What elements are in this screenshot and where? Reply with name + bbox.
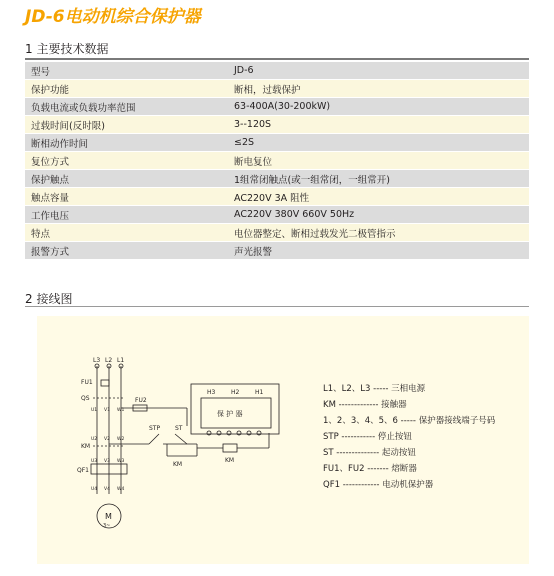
legend-item: STP ----------- 停止按钮 (323, 432, 412, 442)
spec-value: JD-6 (228, 62, 529, 80)
spec-value: AC220V 3A 阻性 (228, 188, 529, 206)
terminal-u4: U4 (91, 487, 98, 492)
qf1-label: QF1 (77, 467, 89, 474)
device-label: 保 护 器 (217, 410, 243, 418)
fu2-label: FU2 (135, 397, 147, 404)
spec-key: 特点 (25, 224, 228, 242)
terminal-w3: W3 (117, 459, 125, 464)
spec-row (25, 152, 529, 170)
spec-value: 断相，过载保护 (228, 80, 529, 98)
spec-value: 63-400A(30-200kW) (228, 98, 529, 116)
spec-row (25, 134, 529, 152)
spec-key: 保护功能 (25, 80, 228, 98)
spec-row (25, 62, 529, 80)
terminal-u2: U2 (91, 437, 98, 442)
spec-key: 保护触点 (25, 170, 228, 188)
spec-key: 型号 (25, 62, 228, 80)
spec-key: 报警方式 (25, 242, 228, 260)
spec-value: 3--120S (228, 116, 529, 134)
spec-row (25, 116, 529, 134)
phase-label: L1 (117, 357, 125, 364)
terminal-v1: V1 (104, 408, 110, 413)
terminal-w1: W1 (117, 408, 125, 413)
spec-row (25, 170, 529, 188)
km-coil (223, 444, 237, 452)
spec-value: 1组常闭触点(或一组常闭，一组常开) (228, 170, 529, 188)
motor-sub-label: 3~ (103, 523, 111, 529)
spec-key: 工作电压 (25, 206, 228, 224)
legend (323, 381, 495, 493)
legend-item: ST -------------- 起动按钮 (323, 448, 416, 458)
spec-row (25, 80, 529, 98)
legend-item: L1、L2、L3 ----- 三相电源 (323, 384, 426, 394)
st-label: ST (175, 425, 183, 432)
spec-row (25, 224, 529, 242)
terminal-v3: V3 (104, 459, 110, 464)
km-label: KM (81, 443, 91, 450)
legend-item: KM ------------- 接触器 (323, 400, 407, 410)
section-heading-specs: 1 主要技术数据 (25, 42, 109, 56)
page-title: JD-6电动机综合保护器 (25, 7, 201, 27)
terminal-w4: W4 (117, 487, 125, 492)
spec-value: 声光报警 (228, 242, 529, 260)
spec-value: ≤2S (228, 134, 529, 152)
spec-table (25, 62, 529, 260)
spec-key: 过载时间(反时限) (25, 116, 228, 134)
spec-value: 电位器整定、断相过载发光二极管指示 (228, 224, 529, 242)
spec-key: 断相动作时间 (25, 134, 228, 152)
section-divider (25, 58, 529, 60)
motor-label: M (105, 512, 112, 521)
section-divider (25, 306, 529, 307)
spec-row (25, 206, 529, 224)
wiring-diagram (37, 316, 529, 564)
terminal-label: H1 (255, 389, 264, 396)
st-button (175, 434, 187, 444)
fu1-fuse (101, 380, 109, 386)
spec-row (25, 98, 529, 116)
legend-item: QF1 ------------ 电动机保护器 (323, 480, 434, 490)
spec-key: 触点容量 (25, 188, 228, 206)
section-heading-wiring: 2 接线图 (25, 292, 73, 306)
spec-value: 断电复位 (228, 152, 529, 170)
km-coil-label: KM (225, 457, 235, 464)
fu1-label: FU1 (81, 379, 93, 386)
km-contact-label: KM (173, 461, 183, 468)
phase-label: L2 (105, 357, 113, 364)
qs-label: QS (81, 395, 90, 402)
terminal-label: H3 (207, 389, 216, 396)
spec-key: 负载电流或负载功率范围 (25, 98, 228, 116)
spec-row (25, 242, 529, 260)
stp-label: STP (149, 425, 161, 432)
legend-item: 1、2、3、4、5、6 ----- 保护器接线端子号码 (323, 416, 496, 426)
terminal-label: H2 (231, 389, 240, 396)
spec-key: 复位方式 (25, 152, 228, 170)
legend-item: FU1、FU2 ------- 熔断器 (323, 464, 417, 474)
terminal-v2: V2 (104, 437, 110, 442)
stp-button (149, 434, 159, 444)
spec-value: AC220V 380V 660V 50Hz (228, 206, 529, 224)
spec-row (25, 188, 529, 206)
terminal-u3: U3 (91, 459, 98, 464)
terminal-v4: V4 (104, 487, 110, 492)
terminal-u1: U1 (91, 408, 98, 413)
phase-label: L3 (93, 357, 101, 364)
terminal-w2: W2 (117, 437, 125, 442)
